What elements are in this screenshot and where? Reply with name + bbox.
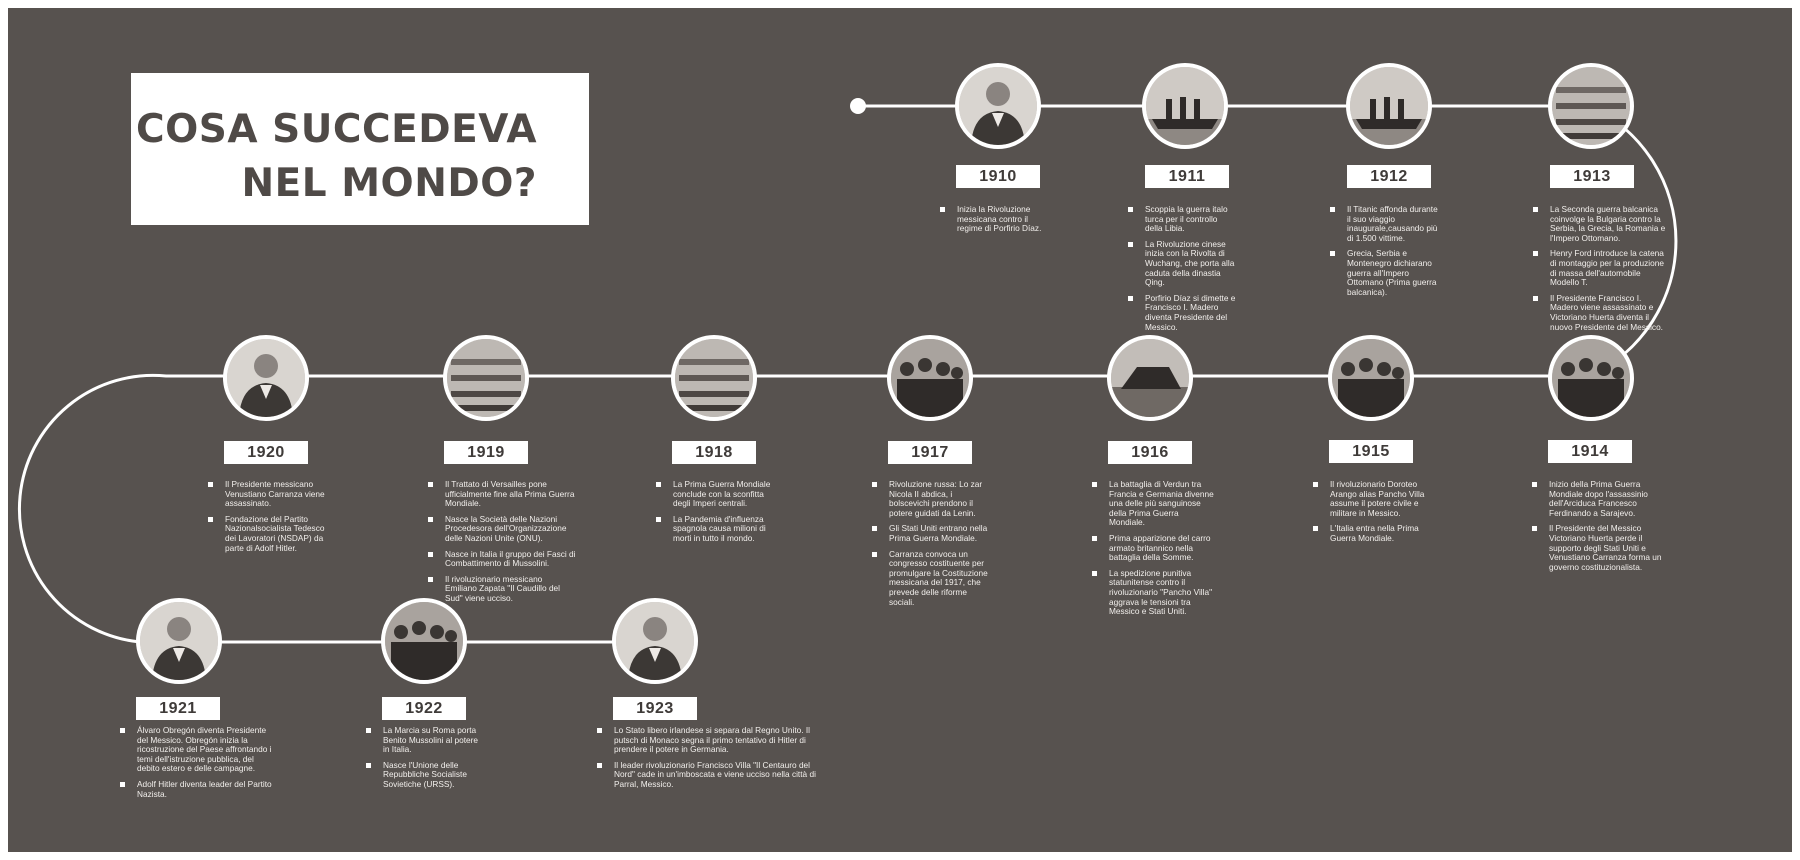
- bullet-square-icon: [872, 552, 877, 557]
- event-item: [1313, 524, 1433, 543]
- event-text: Il rivoluzionario Doroteo Arango alias Pancho Villa assume il potere civile e militare in Messico.: [1330, 479, 1425, 518]
- event-list: [940, 205, 1048, 240]
- event-item: [597, 726, 819, 755]
- bullet-square-icon: [208, 482, 213, 487]
- event-list: [1128, 205, 1236, 338]
- bullet-square-icon: [1092, 571, 1097, 576]
- bullet-square-icon: [120, 728, 125, 733]
- event-item: [1532, 480, 1662, 518]
- event-text: Porfirio Díaz si dimette e Francisco I. Madero diventa Presidente del Messico.: [1145, 292, 1236, 332]
- bullet-square-icon: [656, 517, 661, 522]
- bullet-square-icon: [1532, 526, 1537, 531]
- bullet-square-icon: [1533, 251, 1538, 256]
- titanic-photo: [1346, 63, 1432, 149]
- event-item: [656, 480, 776, 509]
- event-item: [428, 550, 576, 569]
- event-text: Il Trattato di Versailles pone ufficialmente fine alla Prima Guerra Mondiale.: [445, 479, 575, 509]
- event-text: Inizio della Prima Guerra Mondiale dopo l'assassinio dell'Arciduca Francesco Ferdinando a Sarajevo.: [1549, 479, 1648, 518]
- year-label: 1911: [1145, 165, 1229, 188]
- event-text: Il Presidente messicano Venustiano Carranza viene assassinato.: [225, 479, 325, 509]
- event-text: Grecia, Serbia e Montenegro dichiarano guerra all'Impero Ottomano (Prima guerra balcanica).: [1347, 248, 1437, 297]
- event-text: Fondazione del Partito Nazionalsocialista Tedesco dei Lavoratori (NSDAP) da parte di Adolf Hitler.: [225, 513, 325, 553]
- event-item: [940, 205, 1048, 234]
- troops-photo: [1328, 335, 1414, 421]
- bullet-square-icon: [872, 526, 877, 531]
- event-item: [872, 480, 994, 518]
- event-list: [208, 480, 330, 559]
- event-item: [428, 480, 576, 509]
- event-item: [1533, 205, 1671, 243]
- year-label: 1918: [672, 441, 756, 464]
- event-text: Nasce l'Unione delle Repubbliche Socialiste Sovietiche (URSS).: [383, 759, 467, 789]
- event-text: La Pandemia d'influenza spagnola causa milioni di morti in tutto il mondo.: [673, 513, 766, 543]
- year-label: 1912: [1347, 165, 1431, 188]
- crowd-photo: [887, 335, 973, 421]
- year-label: 1916: [1108, 441, 1192, 464]
- event-text: Henry Ford introduce la catena di montaggio per la produzione di massa dell'automobile Modello T.: [1550, 248, 1664, 288]
- event-list: [428, 480, 576, 610]
- event-item: [120, 726, 278, 774]
- event-item: [1533, 249, 1671, 287]
- event-item: [872, 550, 994, 608]
- event-text: La Prima Guerra Mondiale conclude con la sconfitta degli Imperi centrali.: [673, 479, 771, 509]
- event-text: La battaglia di Verdun tra Francia e Germania divenne una delle più sanguinose della Prima Guerra Mondiale.: [1109, 479, 1214, 528]
- bullet-square-icon: [428, 552, 433, 557]
- timeline-start-dot: [850, 98, 866, 114]
- event-text: Nasce in Italia il gruppo dei Fasci di Combattimento di Mussolini.: [445, 548, 576, 569]
- assembly-hall-photo: [443, 335, 529, 421]
- bullet-square-icon: [656, 482, 661, 487]
- event-text: Il Presidente del Messico Victoriano Huerta perde il supporto degli Stati Uniti e Venustiano Carranza forma un governo costituzionalista.: [1549, 523, 1662, 572]
- event-item: [1092, 480, 1214, 528]
- event-item: [208, 480, 330, 509]
- portrait-general-photo: [955, 63, 1041, 149]
- event-item: [428, 515, 576, 544]
- event-item: [1128, 294, 1236, 332]
- event-list: [366, 726, 484, 796]
- bullet-square-icon: [428, 482, 433, 487]
- bullet-square-icon: [597, 763, 602, 768]
- event-list: [597, 726, 819, 796]
- march-rome-photo: [381, 598, 467, 684]
- hospital-photo: [671, 335, 757, 421]
- bullet-square-icon: [1092, 482, 1097, 487]
- event-text: La Rivoluzione cinese inizia con la Rivolta di Wuchang, che porta alla caduta della dinastia Qing.: [1145, 238, 1235, 288]
- event-text: Adolf Hitler diventa leader del Partito Nazista.: [137, 778, 272, 799]
- bullet-square-icon: [1532, 482, 1537, 487]
- event-list: [1533, 205, 1671, 338]
- event-text: Inizia la Rivoluzione messicana contro il regime di Porfirio Díaz.: [957, 204, 1042, 234]
- bullet-square-icon: [597, 728, 602, 733]
- event-item: [366, 761, 484, 790]
- bullet-square-icon: [366, 763, 371, 768]
- event-item: [428, 575, 576, 604]
- event-text: La Seconda guerra balcanica coinvolge la Bulgaria contro la Serbia, la Grecia, la Romania e l'Impero Ottomano.: [1550, 204, 1666, 243]
- bullet-square-icon: [208, 517, 213, 522]
- event-item: [1313, 480, 1433, 518]
- event-list: [120, 726, 278, 805]
- year-label: 1919: [444, 441, 528, 464]
- event-text: L'Italia entra nella Prima Guerra Mondiale.: [1330, 523, 1419, 543]
- year-label: 1917: [888, 441, 972, 464]
- event-text: Álvaro Obregón diventa Presidente del Messico. Obregón inizia la ricostruzione del Paese affrontando i temi dell'istruzione pubblica, del debito estero e delle campagne.: [137, 725, 272, 774]
- event-item: [1532, 524, 1662, 572]
- event-item: [656, 515, 776, 544]
- event-text: La Marcia su Roma porta Benito Mussolini al potere in Italia.: [383, 725, 479, 755]
- villa-portrait-photo: [612, 598, 698, 684]
- event-text: Prima apparizione del carro armato britannico nella battaglia della Somme.: [1109, 532, 1211, 563]
- tank-photo: [1107, 335, 1193, 421]
- year-label: 1921: [136, 697, 220, 720]
- event-text: Il Presidente Francisco I. Madero viene assassinato e Victoriano Huerta diventa il nuovo Presidente del Messico.: [1550, 292, 1663, 332]
- bullet-square-icon: [366, 728, 371, 733]
- bullet-square-icon: [428, 577, 433, 582]
- event-item: [1128, 240, 1236, 288]
- bullet-square-icon: [428, 517, 433, 522]
- event-item: [1533, 294, 1671, 332]
- event-text: Gli Stati Uniti entrano nella Prima Guerra Mondiale.: [889, 523, 988, 543]
- event-item: [366, 726, 484, 755]
- event-text: Lo Stato libero irlandese si separa dal Regno Unito. Il putsch di Monaco segna il primo tentativo di Hitler di prendere il potere in Germania.: [614, 725, 811, 755]
- bullet-square-icon: [1128, 296, 1133, 301]
- year-label: 1922: [382, 697, 466, 720]
- event-list: [656, 480, 776, 550]
- event-text: Scoppia la guerra italo turca per il controllo della Libia.: [1145, 204, 1228, 234]
- event-text: Il leader rivoluzionario Francisco Villa "Il Centauro del Nord" cade in un'imboscata e viene ucciso nella città di Parral, Messico.: [614, 759, 816, 789]
- soldiers-photo: [1548, 335, 1634, 421]
- event-list: [1532, 480, 1662, 578]
- event-item: [1092, 569, 1214, 617]
- bullet-square-icon: [1330, 207, 1335, 212]
- bullet-square-icon: [1533, 207, 1538, 212]
- event-item: [120, 780, 278, 799]
- event-list: [1313, 480, 1433, 550]
- bullet-square-icon: [1330, 251, 1335, 256]
- ship-harbor-photo: [1142, 63, 1228, 149]
- event-item: [1330, 205, 1438, 243]
- bullet-square-icon: [1313, 482, 1318, 487]
- year-label: 1910: [956, 165, 1040, 188]
- event-text: Nasce la Società delle Nazioni Procedesora dell'Organizzazione delle Nazioni Unite (ONU).: [445, 513, 567, 543]
- event-list: [872, 480, 994, 613]
- event-item: [208, 515, 330, 553]
- event-item: [872, 524, 994, 543]
- bullet-square-icon: [1128, 207, 1133, 212]
- seated-man-photo: [223, 335, 309, 421]
- bullet-square-icon: [1128, 242, 1133, 247]
- event-text: Carranza convoca un congresso costituente per promulgare la Costituzione messicana del 1917, che prevede delle riforme sociali.: [889, 548, 988, 607]
- year-label: 1920: [224, 441, 308, 464]
- page-title: COSA SUCCEDEVA NEL MONDO?: [136, 107, 537, 206]
- bullet-square-icon: [872, 482, 877, 487]
- event-item: [1092, 534, 1214, 563]
- year-label: 1915: [1329, 440, 1413, 463]
- event-text: Il rivoluzionario messicano Emiliano Zapata "Il Caudillo del Sud" viene ucciso.: [445, 573, 561, 603]
- assembly-line-photo: [1548, 63, 1634, 149]
- bullet-square-icon: [940, 207, 945, 212]
- bullet-square-icon: [1313, 526, 1318, 531]
- event-text: La spedizione punitiva statunitense contro il rivoluzionario "Pancho Villa" aggrava le tensioni tra Messico e Stati Uniti.: [1109, 567, 1213, 617]
- event-list: [1092, 480, 1214, 623]
- event-text: Rivoluzione russa: Lo zar Nicola II abdica, i bolscevichi prendono il potere guidati da Lenin.: [889, 479, 983, 518]
- bullet-square-icon: [120, 782, 125, 787]
- bullet-square-icon: [1092, 536, 1097, 541]
- event-text: Il Titanic affonda durante il suo viaggio inaugurale,causando più di 1.500 vittime.: [1347, 204, 1438, 243]
- year-label: 1913: [1550, 165, 1634, 188]
- bullet-square-icon: [1533, 296, 1538, 301]
- event-item: [1330, 249, 1438, 297]
- event-item: [597, 761, 819, 790]
- event-list: [1330, 205, 1438, 303]
- event-item: [1128, 205, 1236, 234]
- year-label: 1914: [1548, 440, 1632, 463]
- year-label: 1923: [613, 697, 697, 720]
- obregon-portrait-photo: [136, 598, 222, 684]
